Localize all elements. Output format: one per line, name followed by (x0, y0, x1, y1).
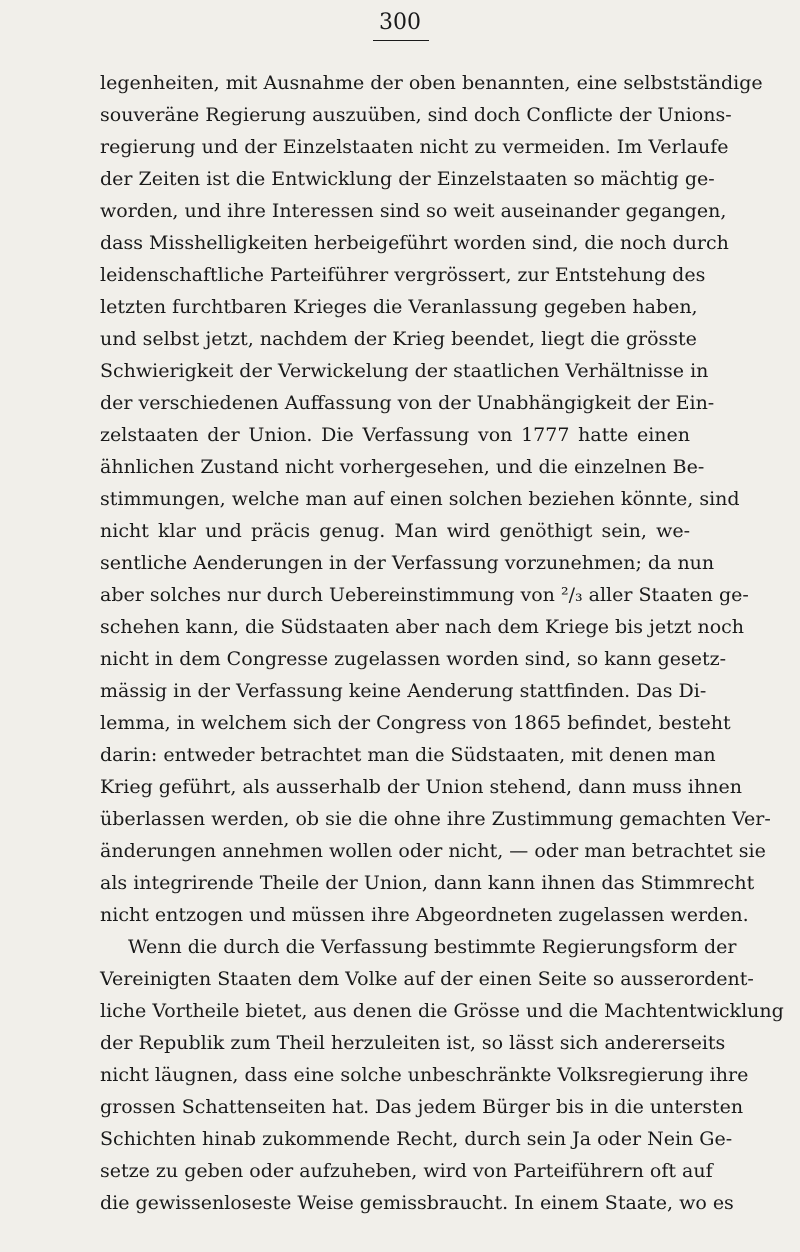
text-line: aber solches nur durch Uebereinstimmung von ²/₃ aller Staaten ge- (100, 584, 749, 606)
text-line: ähnlichen Zustand nicht vorhergesehen, und die einzelnen Be- (100, 456, 705, 478)
text-line: die gewissenloseste Weise gemissbraucht. In einem Staate, wo es (100, 1192, 734, 1214)
text-line: sentliche Aenderungen in der Verfassung vorzunehmen; da nun (100, 552, 715, 574)
text-line: änderungen annehmen wollen oder nicht, — oder man betrachtet sie (100, 840, 766, 862)
text-line: der verschiedenen Auffassung von der Unabhängigkeit der Ein- (100, 392, 715, 414)
page-number: 300 (379, 10, 421, 35)
header-rule (373, 40, 429, 41)
body-text (100, 67, 784, 1219)
text-line: lemma, in welchem sich der Congress von 1865 befindet, besteht (100, 712, 731, 734)
text-line: als integrirende Theile der Union, dann kann ihnen das Stimmrecht (100, 872, 755, 894)
text-line: nicht läugnen, dass eine solche unbeschränkte Volksregierung ihre (100, 1064, 749, 1086)
text-line: Schwierigkeit der Verwickelung der staatlichen Verhältnisse in (100, 360, 709, 382)
text-line: worden, und ihre Interessen sind so weit auseinander gegangen, (100, 200, 727, 222)
text-line: legenheiten, mit Ausnahme der oben benannten, eine selbstständige (100, 72, 763, 94)
text-line: der Republik zum Theil herzuleiten ist, so lässt sich andererseits (100, 1032, 726, 1054)
text-line: überlassen werden, ob sie die ohne ihre Zustimmung gemachten Ver- (100, 808, 771, 830)
text-line: nicht klar und präcis genug. Man wird genöthigt sein, we- (100, 520, 690, 542)
text-line: grossen Schattenseiten hat. Das jedem Bürger bis in die untersten (100, 1096, 744, 1118)
text-line: mässig in der Verfassung keine Aenderung stattfinden. Das Di- (100, 680, 707, 702)
text-line: Vereinigten Staaten dem Volke auf der einen Seite so ausserordent- (100, 968, 754, 990)
text-line: Schichten hinab zukommende Recht, durch sein Ja oder Nein Ge- (100, 1128, 733, 1150)
text-line: setze zu geben oder aufzuheben, wird von Parteiführern oft auf (100, 1160, 713, 1182)
text-line: liche Vortheile bietet, aus denen die Grösse und die Machtentwicklung (100, 1000, 784, 1022)
text-line: der Zeiten ist die Entwicklung der Einzelstaaten so mächtig ge- (100, 168, 715, 190)
text-line: und selbst jetzt, nachdem der Krieg beendet, liegt die grösste (100, 328, 697, 350)
text-line: zelstaaten der Union. Die Verfassung von 1777 hatte einen (100, 424, 690, 446)
text-line: souveräne Regierung auszuüben, sind doch Conflicte der Unions- (100, 104, 732, 126)
text-line: stimmungen, welche man auf einen solchen beziehen könnte, sind (100, 488, 740, 510)
text-line: leidenschaftliche Parteiführer vergrössert, zur Entstehung des (100, 264, 706, 286)
text-line: schehen kann, die Südstaaten aber nach dem Kriege bis jetzt noch (100, 616, 745, 638)
text-line: Wenn die durch die Verfassung bestimmte Regierungsform der (128, 936, 737, 958)
text-line: nicht in dem Congresse zugelassen worden sind, so kann gesetz- (100, 648, 727, 670)
text-line: Krieg geführt, als ausserhalb der Union stehend, dann muss ihnen (100, 776, 742, 798)
text-line: regierung und der Einzelstaaten nicht zu vermeiden. Im Verlaufe (100, 136, 729, 158)
text-line: darin: entweder betrachtet man die Südstaaten, mit denen man (100, 744, 716, 766)
text-line: dass Misshelligkeiten herbeigeführt worden sind, die noch durch (100, 232, 729, 254)
text-line: nicht entzogen und müssen ihre Abgeordneten zugelassen werden. (100, 904, 749, 926)
text-line: letzten furchtbaren Krieges die Veranlassung gegeben haben, (100, 296, 698, 318)
